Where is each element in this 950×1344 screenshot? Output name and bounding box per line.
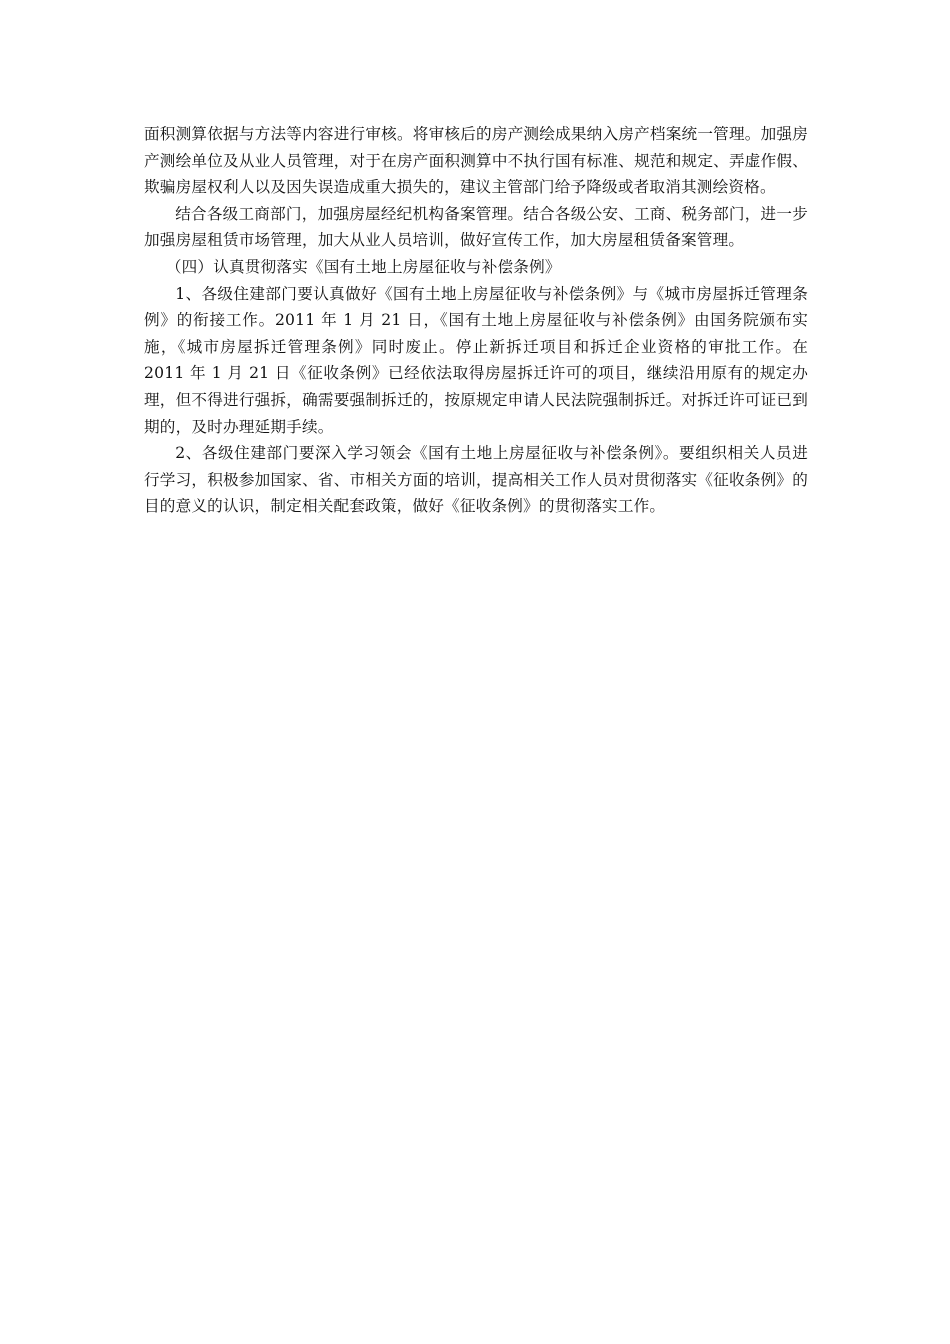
section-heading-four: （四）认真贯彻落实《国有土地上房屋征收与补偿条例》 bbox=[165, 257, 561, 276]
paragraph-continuation: 面积测算依据与方法等内容进行审核。将审核后的房产测绘成果纳入房产档案统一管理。加强房产测绘单位及从业人员管理，对于在房产面积测算中不执行国有标准、规范和规定、弄虚作假、欺骗房屋权利人以及因失误造成重大损失的，建议主管部门给予降级或者取消其测绘资格。 bbox=[144, 125, 808, 197]
paragraph-item-two: 2、各级住建部门要深入学习领会《国有土地上房屋征收与补偿条例》。要组织相关人员进行学习，积极参加国家、省、市相关方面的培训，提高相关工作人员对贯彻落实《征收条例》的目的意义的认识，制定相关配套政策，做好《征收条例》的贯彻落实工作。 bbox=[144, 444, 808, 516]
paragraph-agency-management: 结合各级工商部门，加强房屋经纪机构备案管理。结合各级公安、工商、税务部门，进一步加强房屋租赁市场管理，加大从业人员培训，做好宣传工作，加大房屋租赁备案管理。 bbox=[144, 204, 808, 250]
paragraph-item-one: 1、各级住建部门要认真做好《国有土地上房屋征收与补偿条例》与《城市房屋拆迁管理条例》的衔接工作。2011 年 1 月 21 日，《国有土地上房屋征收与补偿条例》由国务院颁布实施，《城市房屋拆迁管理条例》同时废止。停止新拆迁项目和拆迁企业资格的审批工作。在 2011 年 1 月 21 日《征收条例》已经依法取得房屋拆迁许可的项目，继续沿用原有的规定办理，但不得进行强拆，确需要强制拆迁的，按原规定申请人民法院强制拆迁。对拆迁许可证已到期的，及时办理延期手续。 bbox=[144, 284, 808, 436]
document-body bbox=[144, 121, 808, 520]
